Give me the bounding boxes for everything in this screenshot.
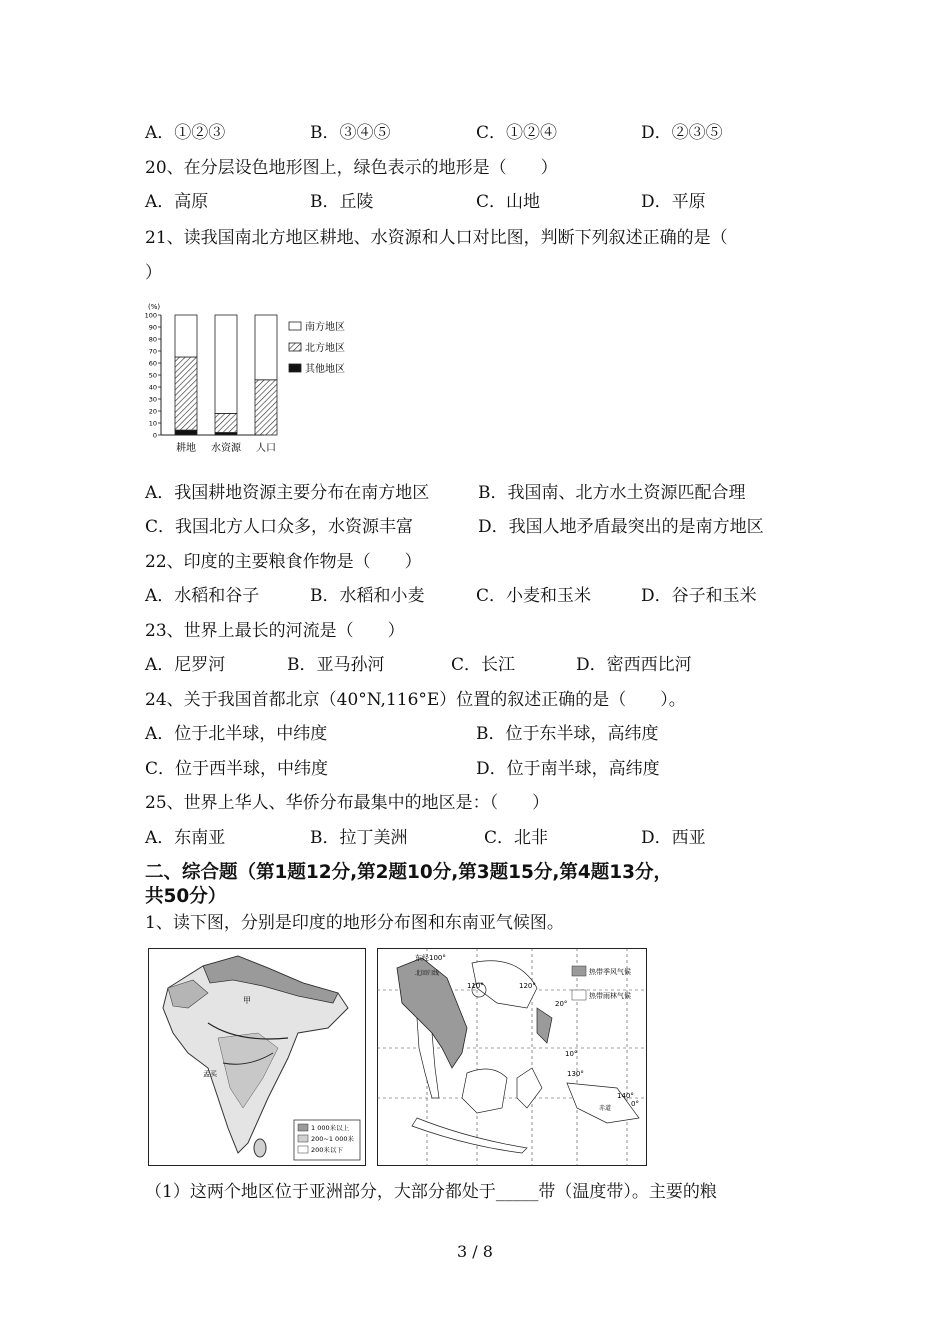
bar-segment-南方地区 — [215, 315, 237, 413]
sea-label-120: 120° — [519, 982, 536, 990]
y-tick-label: 60 — [148, 359, 157, 368]
s2q1-sub1: （1）这两个地区位于亚洲部分，大部分都处于_____带（温度带）。主要的粮 — [145, 1182, 717, 1202]
india-legend-1: 1 000米以上 — [311, 1124, 350, 1132]
bar-segment-南方地区 — [255, 315, 277, 380]
legend-label: 其他地区 — [305, 364, 345, 375]
q25-option-c[interactable]: C．北非 — [484, 828, 549, 848]
sea-label-0: 0° — [631, 1100, 639, 1108]
y-tick-label: 100 — [144, 311, 157, 320]
y-tick-label: 80 — [148, 335, 157, 344]
q19-option-b[interactable]: B．③④⑤ — [310, 123, 391, 143]
q24-option-b[interactable]: B．位于东半球，高纬度 — [476, 724, 659, 744]
q21-option-c[interactable]: C．我国北方人口众多，水资源丰富 — [145, 517, 414, 537]
sea-legend-monsoon: 热带季风气候 — [589, 968, 631, 976]
q20-option-c[interactable]: C．山地 — [476, 192, 541, 212]
india-terrain-map — [148, 948, 366, 1166]
q22-option-a[interactable]: A．水稻和谷子 — [145, 586, 260, 606]
q20-option-a[interactable]: A．高原 — [145, 192, 209, 212]
q23-option-a[interactable]: A．尼罗河 — [145, 655, 226, 675]
q23-option-c[interactable]: C．长江 — [451, 655, 516, 675]
q25-option-b[interactable]: B．拉丁美洲 — [310, 828, 408, 848]
q22-option-b[interactable]: B．水稻和小麦 — [310, 586, 425, 606]
s2q1-stem: 1、读下图，分别是印度的地形分布图和东南亚气候图。 — [145, 913, 564, 933]
q22-stem: 22、印度的主要粮食作物是（ ） — [145, 552, 422, 572]
q20-stem: 20、在分层设色地形图上，绿色表示的地形是（ ） — [145, 158, 558, 178]
q21-stem-line1: 21、读我国南北方地区耕地、水资源和人口对比图，判断下列叙述正确的是（ — [145, 228, 728, 248]
q24-option-a[interactable]: A．位于北半球，中纬度 — [145, 724, 328, 744]
india-legend-2: 200~1 000米 — [311, 1135, 354, 1143]
sea-label-140: 140° — [617, 1092, 634, 1100]
sea-legend-rainforest: 热带雨林气候 — [589, 992, 631, 1000]
india-label-mumbai: 孟买 — [203, 1070, 217, 1078]
bar-segment-北方地区 — [175, 357, 197, 430]
q25-option-d[interactable]: D．西亚 — [641, 828, 706, 848]
section2-title-line2: 共50分） — [145, 886, 227, 907]
q25-option-a[interactable]: A．东南亚 — [145, 828, 226, 848]
y-tick-label: 90 — [148, 323, 157, 332]
q22-option-d[interactable]: D．谷子和玉米 — [641, 586, 757, 606]
section2-title-line1: 二、综合题（第1题12分,第2题10分,第3题15分,第4题13分， — [145, 862, 673, 883]
y-tick-label: 50 — [148, 371, 157, 380]
q25-stem: 25、世界上华人、华侨分布最集中的地区是：（ ） — [145, 793, 550, 813]
legend-label: 南方地区 — [305, 322, 345, 333]
legend-label: 北方地区 — [305, 343, 345, 354]
q23-option-d[interactable]: D．密西西比河 — [576, 655, 692, 675]
q21-option-d[interactable]: D．我国人地矛盾最突出的是南方地区 — [478, 517, 764, 537]
legend-swatch — [289, 322, 301, 330]
legend-swatch — [289, 364, 301, 372]
y-tick-label: 40 — [148, 383, 157, 392]
sea-label-tropic: 北回归线 — [415, 970, 440, 977]
sea-label-10: 10° — [565, 1050, 578, 1058]
sea-label-20: 20° — [555, 1000, 568, 1008]
southeast-asia-climate-map — [377, 948, 647, 1166]
x-category-label: 水资源 — [211, 443, 241, 454]
q21-option-a[interactable]: A．我国耕地资源主要分布在南方地区 — [145, 483, 430, 503]
legend-swatch — [289, 343, 301, 351]
india-label-jia: 甲 — [243, 996, 251, 1005]
bar-segment-南方地区 — [175, 315, 197, 357]
sea-label-130: 130° — [567, 1070, 584, 1078]
sea-label-equator: 赤道 — [599, 1105, 612, 1112]
q22-option-c[interactable]: C．小麦和玉米 — [476, 586, 592, 606]
q19-option-c[interactable]: C．①②④ — [476, 123, 558, 143]
y-tick-label: 30 — [148, 395, 157, 404]
y-tick-label: 0 — [152, 431, 157, 440]
page-number: 3 / 8 — [457, 1242, 493, 1261]
bar-segment-北方地区 — [255, 380, 277, 435]
q23-stem: 23、世界上最长的河流是（ ） — [145, 621, 405, 641]
q19-option-a[interactable]: A．①②③ — [145, 123, 226, 143]
bar-segment-北方地区 — [215, 413, 237, 432]
y-tick-label: 20 — [148, 407, 157, 416]
q24-option-d[interactable]: D．位于南半球，高纬度 — [476, 759, 660, 779]
india-legend-3: 200米以下 — [311, 1146, 343, 1154]
x-category-label: 耕地 — [176, 443, 196, 454]
y-tick-label: 10 — [148, 419, 157, 428]
q19-option-d[interactable]: D．②③⑤ — [641, 123, 723, 143]
chart-y-unit: (%) — [148, 303, 161, 311]
q20-option-d[interactable]: D．平原 — [641, 192, 706, 212]
q20-option-b[interactable]: B．丘陵 — [310, 192, 374, 212]
y-tick-label: 70 — [148, 347, 157, 356]
sea-label-100e: 东经100° — [415, 954, 446, 962]
q21-stacked-bar-chart — [142, 298, 382, 458]
q24-stem: 24、关于我国首都北京（40°N,116°E）位置的叙述正确的是（ ）。 — [145, 690, 686, 710]
x-category-label: 人口 — [256, 443, 276, 454]
q21-option-b[interactable]: B．我国南、北方水土资源匹配合理 — [478, 483, 746, 503]
q23-option-b[interactable]: B．亚马孙河 — [287, 655, 385, 675]
sea-label-110: 110° — [467, 982, 484, 990]
q21-stem-line2: ） — [145, 263, 162, 283]
q24-option-c[interactable]: C．位于西半球，中纬度 — [145, 759, 329, 779]
bar-segment-其他地区 — [175, 430, 197, 435]
